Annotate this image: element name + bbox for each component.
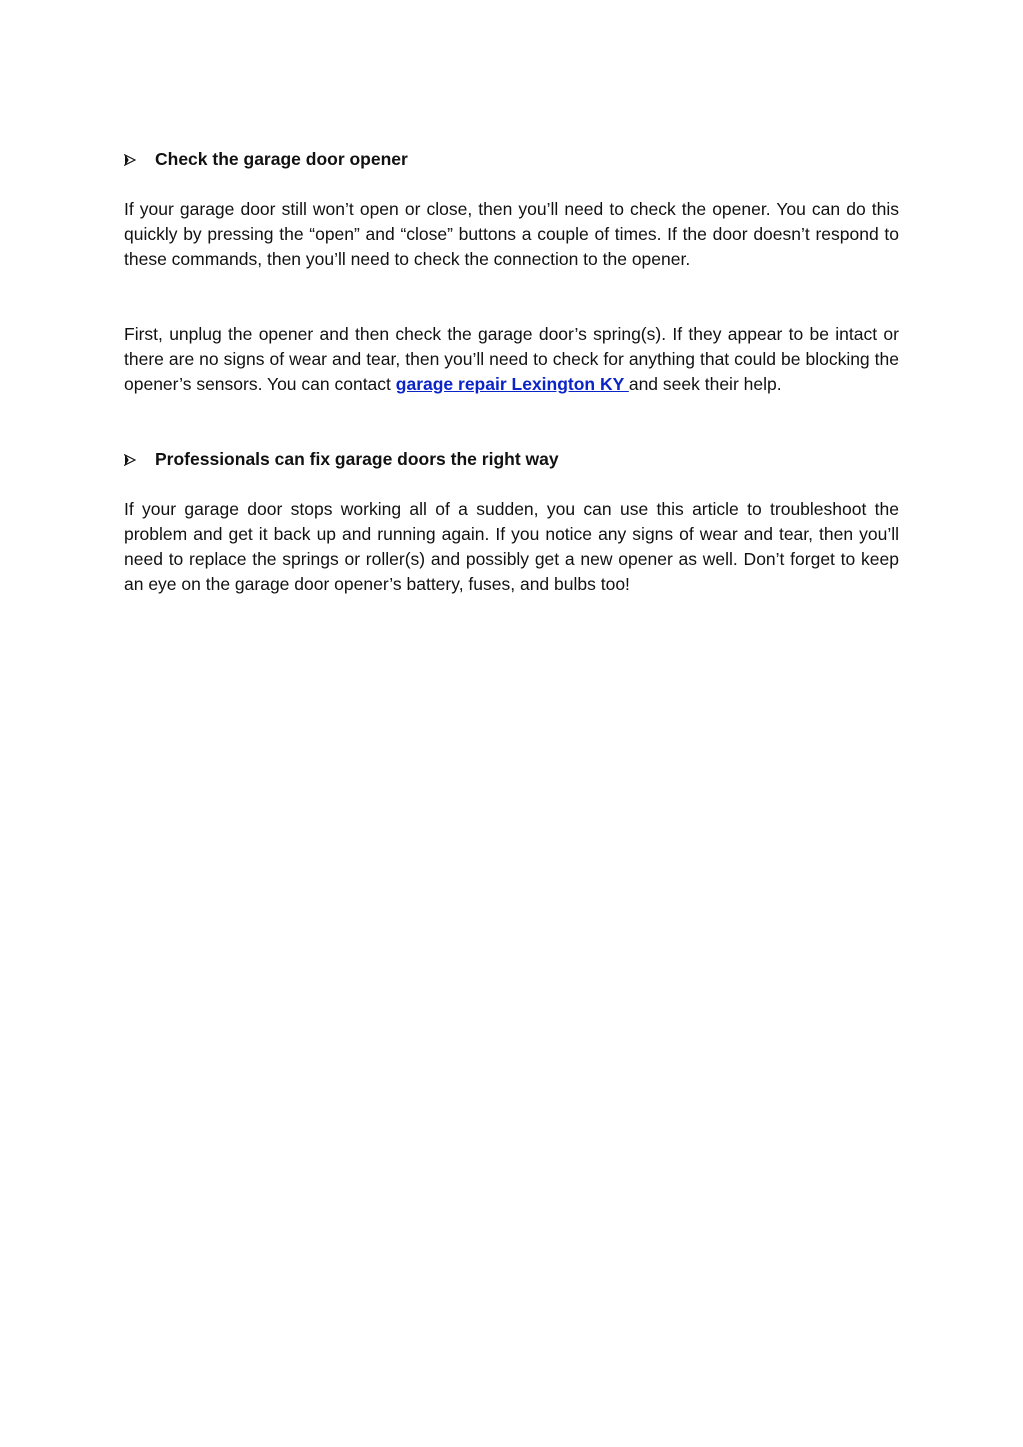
arrowhead-bullet-icon <box>124 448 155 473</box>
paragraph-text: First, unplug the opener and then check the garage door’s spring(s). If they appear to be intact or there are no signs of wear and tear, then you’ll need to check for anything that could be blocking the opener’s sensors. You can contact <box>124 324 899 394</box>
arrowhead-bullet-icon <box>124 148 155 173</box>
garage-repair-link[interactable]: garage repair Lexington KY <box>395 374 629 394</box>
paragraph: If your garage door stops working all of a sudden, you can use this article to troubleshoot the problem and get it back up and running again. If you notice any signs of wear and tear, then you’ll need to replace the springs or roller(s) and possibly get a new opener as well. Don’t forget to keep an eye on the garage door opener’s battery, fuses, and bulbs too! <box>124 499 899 594</box>
paragraph: If your garage door still won’t open or close, then you’ll need to check the opener. You can do this quickly by pressing the “open” and “close” buttons a couple of times. If the door doesn’t respond to these commands, then you’ll need to check the connection to the opener. <box>124 199 899 269</box>
section-heading-text: Professionals can fix garage doors the right way <box>155 449 559 469</box>
section-heading <box>124 147 899 173</box>
paragraph-text: and seek their help. <box>628 374 782 394</box>
section-heading <box>124 447 899 473</box>
paragraph <box>124 322 899 397</box>
section-heading-text: Check the garage door opener <box>155 149 408 169</box>
